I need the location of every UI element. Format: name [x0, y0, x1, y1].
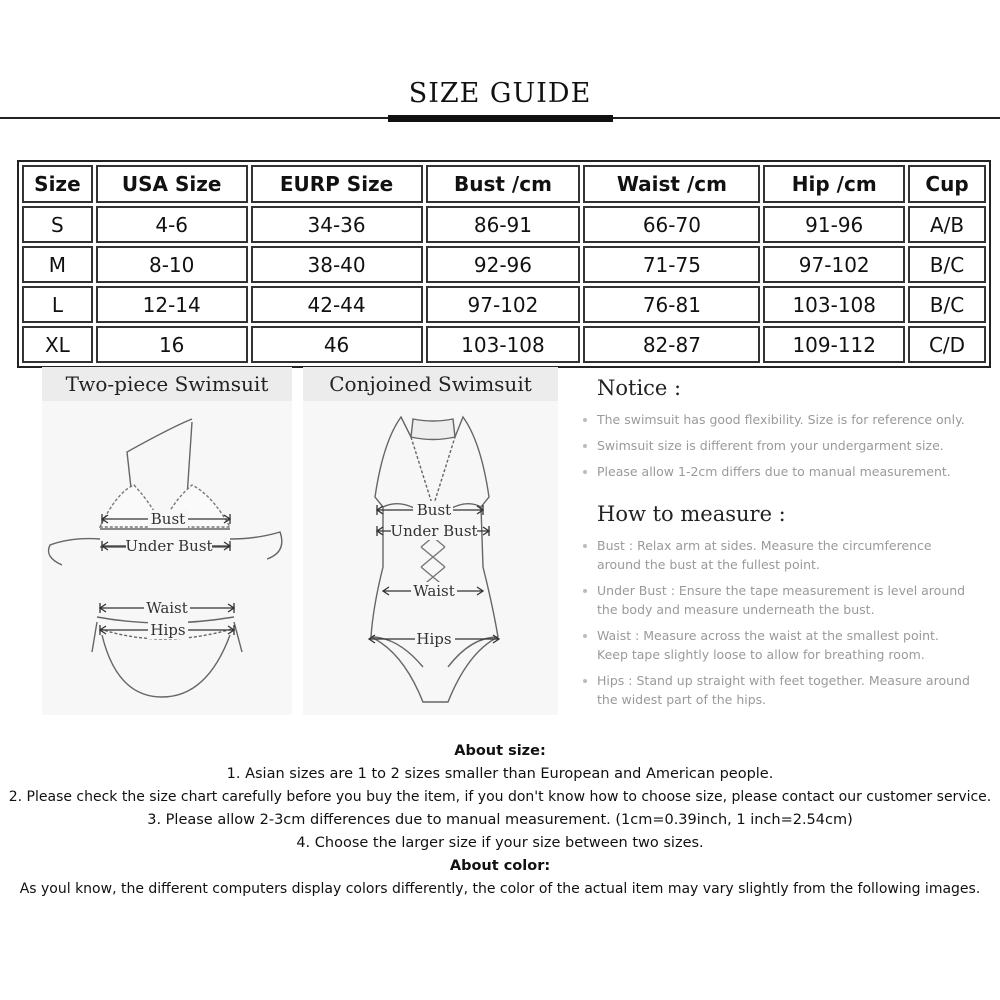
table-row [22, 246, 986, 283]
table-cell: 103-108 [763, 286, 905, 323]
table-cell: XL [22, 326, 93, 363]
table-cell: B/C [908, 286, 986, 323]
table-row [22, 206, 986, 243]
conjoined-waist-label: Waist [413, 582, 455, 600]
bullet-icon [583, 679, 587, 683]
header-bust: Bust /cm [426, 165, 581, 203]
measure-under-bust-line-2: the body and measure underneath the bust. [597, 602, 875, 617]
conjoined-under-bust-label: Under Bust [390, 522, 478, 540]
table-cell: 12-14 [96, 286, 248, 323]
table-cell: 34-36 [251, 206, 423, 243]
about-size-line: 4. Choose the larger size if your size between two sizes. [296, 835, 704, 851]
about-size-line: 3. Please allow 2-3cm differences due to manual measurement. (1cm=0.39inch, 1 inch=2.54cm) [147, 812, 853, 828]
table-cell: 76-81 [583, 286, 760, 323]
how-to-measure-heading: How to measure : [597, 502, 786, 526]
conjoined-illustration [303, 367, 558, 715]
table-cell: 97-102 [426, 286, 581, 323]
table-cell: 109-112 [763, 326, 905, 363]
measure-hips-line-2: the widest part of the hips. [597, 692, 767, 707]
bullet-icon [583, 634, 587, 638]
conjoined-bust-label: Bust [416, 501, 452, 519]
table-row [22, 286, 986, 323]
header-usa-size: USA Size [96, 165, 248, 203]
header-accent-bar [388, 115, 613, 122]
table-cell: 66-70 [583, 206, 760, 243]
measure-waist-item [597, 626, 939, 664]
about-size-line: 1. Asian sizes are 1 to 2 sizes smaller than European and American people. [226, 766, 774, 782]
about-size-line: 2. Please check the size chart carefully before you buy the item, if you don't know how to choose size, please contact our customer service. [8, 789, 992, 805]
measure-bust-item [597, 536, 932, 574]
measure-hips-line-1: Hips : Stand up straight with feet together. Measure around [597, 673, 970, 688]
about-color-text: As youl know, the different computers display colors differently, the color of the actual item may vary slightly from the following images. [19, 881, 981, 897]
table-cell: 8-10 [96, 246, 248, 283]
table-cell: 46 [251, 326, 423, 363]
table-cell: M [22, 246, 93, 283]
conjoined-title: Conjoined Swimsuit [303, 367, 558, 401]
notice-item: The swimsuit has good flexibility. Size is for reference only. [597, 412, 965, 427]
page-title: SIZE GUIDE [408, 78, 592, 109]
two-piece-panel [42, 367, 292, 715]
table-cell: 91-96 [763, 206, 905, 243]
conjoined-panel [303, 367, 558, 715]
table-cell: A/B [908, 206, 986, 243]
table-cell: 16 [96, 326, 248, 363]
two-piece-bust-label: Bust [150, 510, 186, 528]
header-hip: Hip /cm [763, 165, 905, 203]
table-row [22, 326, 986, 363]
measure-waist-line-1: Waist : Measure across the waist at the smallest point. [597, 628, 939, 643]
two-piece-waist-label: Waist [146, 599, 188, 617]
header-eurp-size: EURP Size [251, 165, 423, 203]
two-piece-title: Two-piece Swimsuit [42, 367, 292, 401]
measure-waist-line-2: Keep tape slightly loose to allow for breathing room. [597, 647, 925, 662]
header-cup: Cup [908, 165, 986, 203]
notice-item: Please allow 1-2cm differs due to manual measurement. [597, 464, 951, 479]
table-cell: 38-40 [251, 246, 423, 283]
conjoined-hips-label: Hips [416, 630, 452, 648]
about-color-heading: About color: [449, 858, 551, 874]
table-cell: B/C [908, 246, 986, 283]
notice-item: Swimsuit size is different from your undergarment size. [597, 438, 944, 453]
table-cell: 42-44 [251, 286, 423, 323]
bullet-icon [583, 544, 587, 548]
table-cell: 97-102 [763, 246, 905, 283]
measure-under-bust-item [597, 581, 965, 619]
table-cell: 71-75 [583, 246, 760, 283]
table-cell: C/D [908, 326, 986, 363]
two-piece-illustration [42, 367, 292, 715]
measure-under-bust-line-1: Under Bust : Ensure the tape measurement is level around [597, 583, 966, 598]
table-cell: 86-91 [426, 206, 581, 243]
bullet-icon [583, 418, 587, 422]
measure-bust-line-1: Bust : Relax arm at sides. Measure the circumference [597, 538, 932, 553]
bullet-icon [583, 444, 587, 448]
bullet-icon [583, 589, 587, 593]
table-header-row [22, 165, 986, 203]
notice-heading: Notice : [597, 376, 682, 400]
table-cell: L [22, 286, 93, 323]
table-cell: 103-108 [426, 326, 581, 363]
header-waist: Waist /cm [583, 165, 760, 203]
two-piece-hips-label: Hips [150, 621, 186, 639]
table-cell: S [22, 206, 93, 243]
measure-bust-line-2: around the bust at the fullest point. [597, 557, 820, 572]
header-size: Size [22, 165, 93, 203]
table-cell: 4-6 [96, 206, 248, 243]
bullet-icon [583, 470, 587, 474]
measure-hips-item [597, 671, 970, 709]
table-cell: 82-87 [583, 326, 760, 363]
about-size-heading: About size: [454, 743, 546, 759]
size-table [17, 160, 991, 368]
table-cell: 92-96 [426, 246, 581, 283]
two-piece-under-bust-label: Under Bust [125, 537, 213, 555]
